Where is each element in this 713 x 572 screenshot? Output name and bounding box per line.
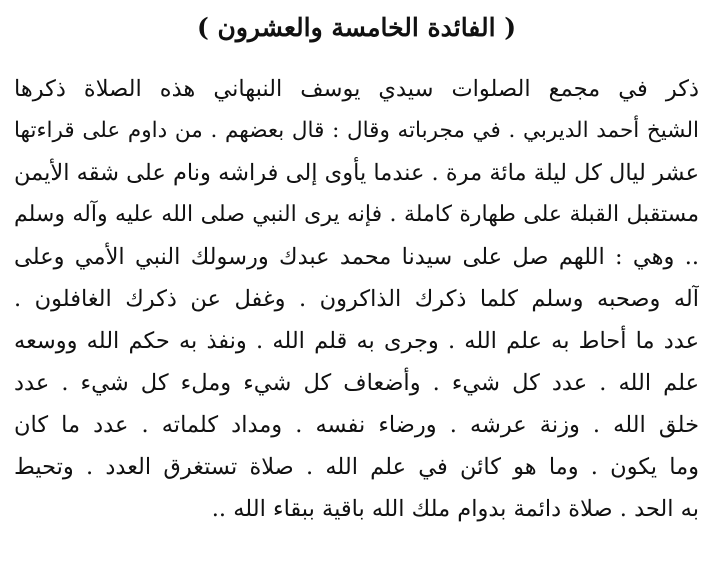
- section-title: ( الفائدة الخامسة والعشرون ): [196, 13, 517, 42]
- text-line: الشيخ أحمد الديربي . في مجرباته وقال : قال بعضهم . من داوم على قراءتها: [14, 118, 699, 143]
- body-text: [14, 68, 699, 530]
- text-line: ذكر في مجمع الصلوات سيدي يوسف النبهاني هذه الصلاة ذكرها: [14, 76, 699, 102]
- text-line: علم الله . عدد كل شيء . وأضعاف كل شيء وملء كل شيء . عدد: [14, 370, 699, 396]
- text-line: .. وهي : اللهم صل على سيدنا محمد عبدك ورسولك النبي الأمي وعلى: [14, 244, 699, 270]
- text-line: وما يكون . وما هو كائن في علم الله . صلاة تستغرق العدد . وتحيط: [14, 454, 699, 480]
- text-line: آله وصحبه وسلم كلما ذكرك الذاكرون . وغفل عن ذكرك الغافلون .: [14, 286, 699, 312]
- text-line: به الحد . صلاة دائمة بدوام ملك الله باقية ببقاء الله ..: [211, 496, 699, 522]
- text-line: مستقبل القبلة على طهارة كاملة . فإنه يرى النبي صلى الله عليه وآله وسلم: [14, 202, 699, 227]
- text-line: خلق الله . وزنة عرشه . ورضاء نفسه . ومداد كلماته . عدد ما كان: [14, 412, 699, 438]
- text-line: عشر ليال كل ليلة مائة مرة . عندما يأوى إلى فراشه ونام على شقه الأيمن: [14, 160, 699, 186]
- text-line: عدد ما أحاط به علم الله . وجرى به قلم الله . ونفذ به حكم الله ووسعه: [14, 328, 699, 354]
